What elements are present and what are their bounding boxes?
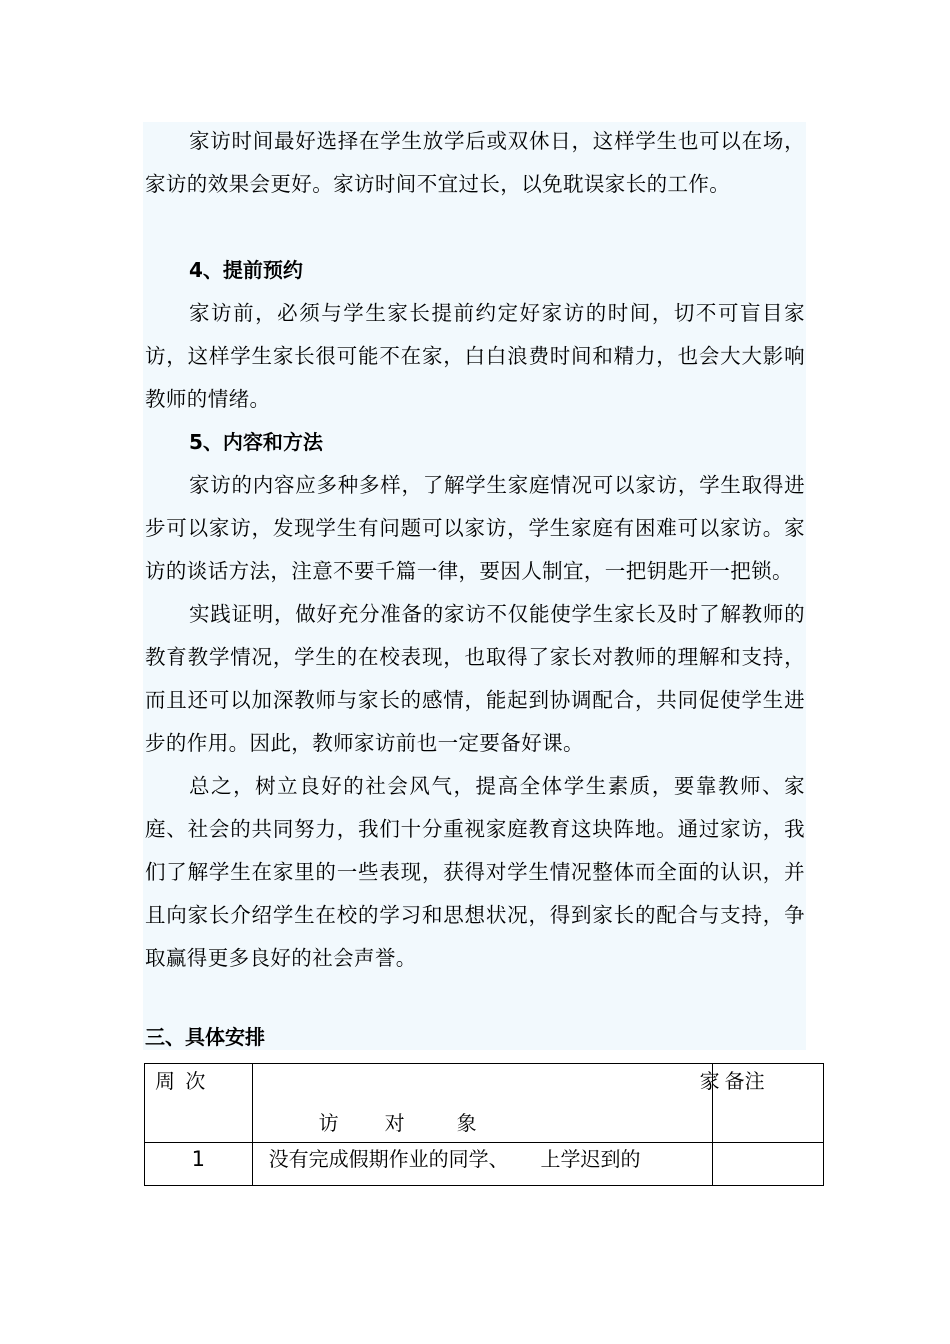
table-header-row	[145, 1064, 824, 1143]
blank-line	[145, 206, 805, 249]
arrangement-table	[144, 1063, 824, 1186]
object-cell: 没有完成假期作业的同学、 上学迟到的	[252, 1143, 712, 1186]
heading-content-method: 5、内容和方法	[189, 430, 323, 454]
paragraph-summary: 总之，树立良好的社会风气，提高全体学生素质，要靠教师、家庭、社会的共同努力，我们十分重视家庭教育这块阵地。通过家访，我们了解学生在家里的一些表现，获得对学生情况整体而全面的认识，并且向家长介绍学生在校的学习和思想状况，得到家长的配合与支持，争取赢得更多良好的社会声誉。	[145, 774, 805, 970]
header-visit-object-first-char: 家	[699, 1069, 720, 1093]
paragraph-content-method: 家访的内容应多种多样，了解学生家庭情况可以家访，学生取得进步可以家访，发现学生有问题可以家访，学生家庭有困难可以家访。家访的谈话方法，注意不要千篇一律，要因人制宜，一把钥匙开一把锁。	[145, 473, 805, 583]
heading-appointment: 4、提前预约	[189, 258, 303, 282]
note-cell	[712, 1143, 823, 1186]
paragraph-appointment: 家访前，必须与学生家长提前约定好家访的时间，切不可盲目家访，这样学生家长很可能不在家，白白浪费时间和精力，也会大大影响教师的情绪。	[145, 301, 805, 411]
paragraph-visit-time: 家访时间最好选择在学生放学后或双休日，这样学生也可以在场，家访的效果会更好。家访时间不宜过长，以免耽误家长的工作。	[145, 129, 805, 196]
section-heading-arrangement: 三、具体安排	[145, 1025, 265, 1049]
header-visit-object-rest: 访 对 象	[318, 1111, 477, 1135]
paragraph-practice: 实践证明，做好充分准备的家访不仅能使学生家长及时了解教师的教育教学情况，学生的在校表现，也取得了家长对教师的理解和支持，而且还可以加深教师与家长的感情，能起到协调配合，共同促使学生进步的作用。因此，教师家访前也一定要备好课。	[145, 602, 805, 755]
header-visit-object	[252, 1064, 720, 1143]
header-week: 周 次	[145, 1064, 253, 1143]
table-row	[145, 1143, 824, 1186]
week-cell: 1	[145, 1143, 253, 1186]
document-body	[145, 120, 805, 980]
header-note: 备注	[712, 1064, 823, 1143]
